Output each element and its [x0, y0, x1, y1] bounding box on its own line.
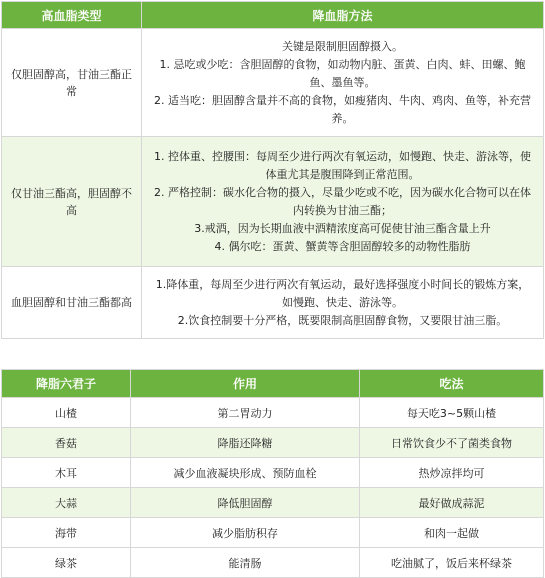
table-row: [2, 428, 544, 458]
table-row: [2, 29, 544, 137]
lipid-foods-table: [1, 369, 544, 578]
table-row: [2, 267, 544, 339]
effect-cell: 减少脂肪积存: [131, 518, 360, 548]
method-line: 2. 严格控制：碳水化合物的摄入，尽量少吃或不吃，因为碳水化合物可以在体内转换为甘油三酯；: [154, 185, 531, 217]
header-usage: 吃法: [360, 370, 544, 398]
food-cell: 大蒜: [2, 488, 131, 518]
method-line: 2.饮食控制要十分严格，既要限制高胆固醇食物，又要限甘油三脂。: [177, 313, 508, 327]
lipid-type-cell: 血胆固醇和甘油三酯都高: [2, 267, 142, 339]
lipid-methods-table: [1, 1, 544, 339]
food-cell: 香菇: [2, 428, 131, 458]
usage-cell: 每天吃3~5颗山楂: [360, 398, 544, 428]
effect-cell: 降低胆固醇: [131, 488, 360, 518]
usage-cell: 和肉一起做: [360, 518, 544, 548]
header-type: 高血脂类型: [2, 2, 142, 29]
method-line: 4. 偶尔吃：蛋黄、蟹黄等含胆固醇较多的动物性脂肪: [214, 239, 471, 253]
usage-cell: 热炒凉拌均可: [360, 458, 544, 488]
method-cell: [142, 267, 544, 339]
food-cell: 绿茶: [2, 548, 131, 578]
lipid-type-cell: 仅胆固醇高，甘油三酯正常: [2, 29, 142, 137]
table-row: [2, 458, 544, 488]
effect-cell: 能清肠: [131, 548, 360, 578]
header-food: 降脂六君子: [2, 370, 131, 398]
lipid-type-cell: 仅甘油三酯高，胆固醇不高: [2, 137, 142, 267]
food-cell: 海带: [2, 518, 131, 548]
method-line: 2. 适当吃：胆固醇含量并不高的食物，如瘦猪肉、牛肉、鸡肉、鱼等，补充营养。: [154, 93, 531, 125]
table-row: [2, 548, 544, 578]
effect-cell: 减少血液凝块形成、预防血栓: [131, 458, 360, 488]
table-row: [2, 398, 544, 428]
table-header-row: [2, 370, 544, 398]
table-row: [2, 488, 544, 518]
method-cell: [142, 137, 544, 267]
usage-cell: 最好做成蒜泥: [360, 488, 544, 518]
method-line: 3.戒酒，因为长期血液中酒精浓度高可促使甘油三酯含量上升: [194, 221, 491, 235]
effect-cell: 降脂还降糖: [131, 428, 360, 458]
header-effect: 作用: [131, 370, 360, 398]
food-cell: 木耳: [2, 458, 131, 488]
method-line: 1. 控体重、控腰围：每周至少进行两次有氧运动，如慢跑、快走、游泳等，使体重尤其是腹围降到正常范围。: [154, 149, 531, 181]
table-row: [2, 518, 544, 548]
method-line: 1. 忌吃或少吃：含胆固醇的食物，如动物内脏、蛋黄、白肉、蚌、田螺、鲍鱼、墨鱼等。: [159, 57, 526, 89]
header-method: 降血脂方法: [142, 2, 544, 29]
usage-cell: 吃油腻了，饭后来杯绿茶: [360, 548, 544, 578]
food-cell: 山楂: [2, 398, 131, 428]
usage-cell: 日常饮食少不了菌类食物: [360, 428, 544, 458]
effect-cell: 第二胃动力: [131, 398, 360, 428]
method-cell: [142, 29, 544, 137]
method-line: 1.降体重，每周至少进行两次有氧运动，最好选择强度小时间长的锻炼方案，如慢跑、快走、游泳等。: [155, 277, 530, 309]
table-header-row: [2, 2, 544, 29]
table-row: [2, 137, 544, 267]
method-line: 关键是限制胆固醇摄入。: [282, 39, 403, 53]
